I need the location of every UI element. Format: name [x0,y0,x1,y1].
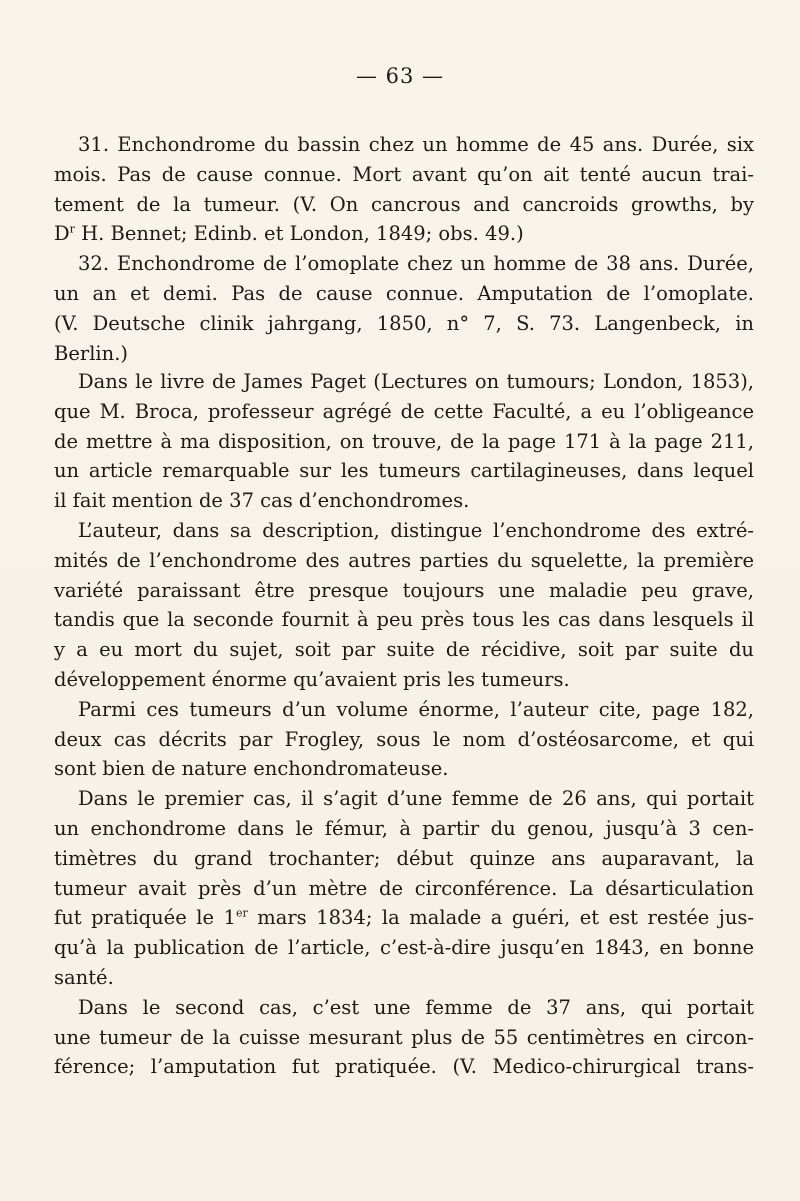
para-3-line: Parmi ces tumeurs d’un volume énorme, l’auteur cite, page 182, [78,697,754,721]
para-5-line: férence; l’amputation fut pratiquée. (V. Medico-chirurgical trans- [54,1055,754,1079]
para-4-line: fut pratiquée le 1er mars 1834; la malade a guéri, et est restée jus- [54,906,755,930]
para-2-line: tandis que la seconde fournit à peu près tous les cas dans lesquels il [54,608,754,632]
para-1-line: que M. Broca, professeur agrégé de cette Faculté, a eu l’obligeance [54,399,754,423]
para-1-line: il fait mention de 37 cas d’enchondromes. [54,489,470,513]
para-4-line: tumeur avait près d’un mètre de circonférence. La désarticulation [54,876,754,900]
para-5-line: une tumeur de la cuisse mesurant plus de 55 centimètres en circon- [54,1025,754,1049]
para-4-line: un enchondrome dans le fémur, à partir du genou, jusqu’à 3 cen- [54,816,754,840]
para-4-line: santé. [54,965,114,989]
para-3-line: sont bien de nature enchondromateuse. [54,757,449,781]
entry-32-line: 32. Enchondrome de l’omoplate chez un homme de 38 ans. Durée, [78,252,754,276]
page-number-header: — 63 — [355,64,445,88]
para-2-line: mités de l’enchondrome des autres parties du squelette, la première [54,548,754,572]
para-2-line: L’auteur, dans sa description, distingue l’enchondrome des extré- [78,518,754,542]
para-3-line: deux cas décrits par Frogley, sous le nom d’ostéosarcome, et qui [54,727,754,751]
text-block-entries [54,130,754,368]
para-2-line: variété paraissant être presque toujours une maladie peu grave, [54,578,754,602]
para-4-line: qu’à la publication de l’article, c’est-à-dire jusqu’en 1843, en bonne [54,936,754,960]
para-4-line: Dans le premier cas, il s’agit d’une femme de 26 ans, qui portait [78,787,754,811]
entry-32-line: un an et demi. Pas de cause connue. Amputation de l’omoplate. [54,281,754,305]
entry-31-line: $D^r$ H. Bennet; Edinb. et London, 1849; obs. 49.) [54,222,524,246]
entry-32-line: (V. Deutsche clinik jahrgang, 1850, n° 7, S. 73. Langenbeck, in [54,311,754,335]
para-5-line: Dans le second cas, c’est une femme de 37 ans, qui portait [78,995,754,1019]
entry-32-line: Berlin.) [54,341,129,365]
para-1-line: Dans le livre de James Paget (Lectures on tumours; London, 1853), [78,370,754,393]
text-block-main [54,367,754,1082]
para-1-line: un article remarquable sur les tumeurs cartilagineuses, dans lequel [54,459,754,483]
para-4-line: timètres du grand trochanter; début quinze ans auparavant, la [54,846,754,870]
para-2-line: développement énorme qu’avaient pris les tumeurs. [54,667,570,691]
para-1-line: de mettre à ma disposition, on trouve, de la page 171 à la page 211, [54,429,754,453]
entry-31-line: 31. Enchondrome du bassin chez un homme de 45 ans. Durée, six [78,133,754,156]
entry-31-line: tement de la tumeur. (V. On cancrous and cancroids growths, by [54,192,754,216]
para-2-line: y a eu mort du sujet, soit par suite de récidive, soit par suite du [54,638,754,662]
entry-31-line: mois. Pas de cause connue. Mort avant qu’on ait tenté aucun trai- [54,162,754,186]
